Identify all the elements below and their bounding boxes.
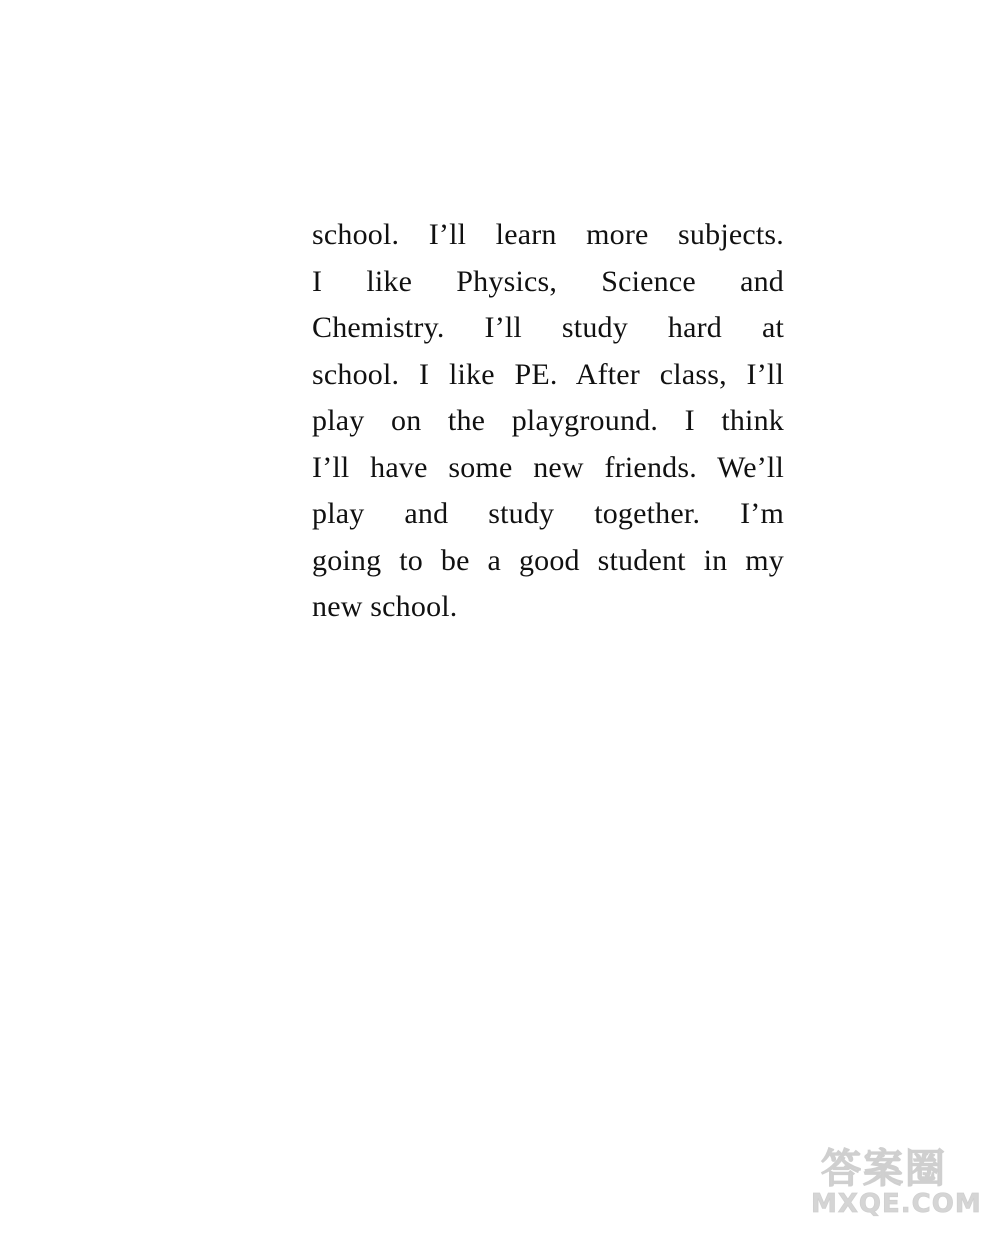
passage-line: school. I’ll learn more subjects.: [312, 218, 784, 251]
passage-line: new school.: [312, 590, 458, 623]
passage-line: I like Physics, Science and: [312, 264, 784, 298]
passage-line: going to be a good student in my: [312, 543, 784, 577]
passage-line: play and study together. I’m: [312, 497, 784, 530]
watermark-bottom-text: MXQE.COM: [811, 1189, 982, 1219]
watermark-logo: [811, 1137, 986, 1229]
passage-line: Chemistry. I’ll study hard at: [312, 311, 784, 344]
passage-line: I’ll have some new friends. We’ll: [312, 450, 784, 484]
passage-line: school. I like PE. After class, I’ll: [312, 357, 784, 391]
passage-line: play on the playground. I think: [312, 404, 784, 437]
passage-text: [312, 212, 784, 631]
watermark-top-text: 答案圈: [821, 1146, 947, 1192]
